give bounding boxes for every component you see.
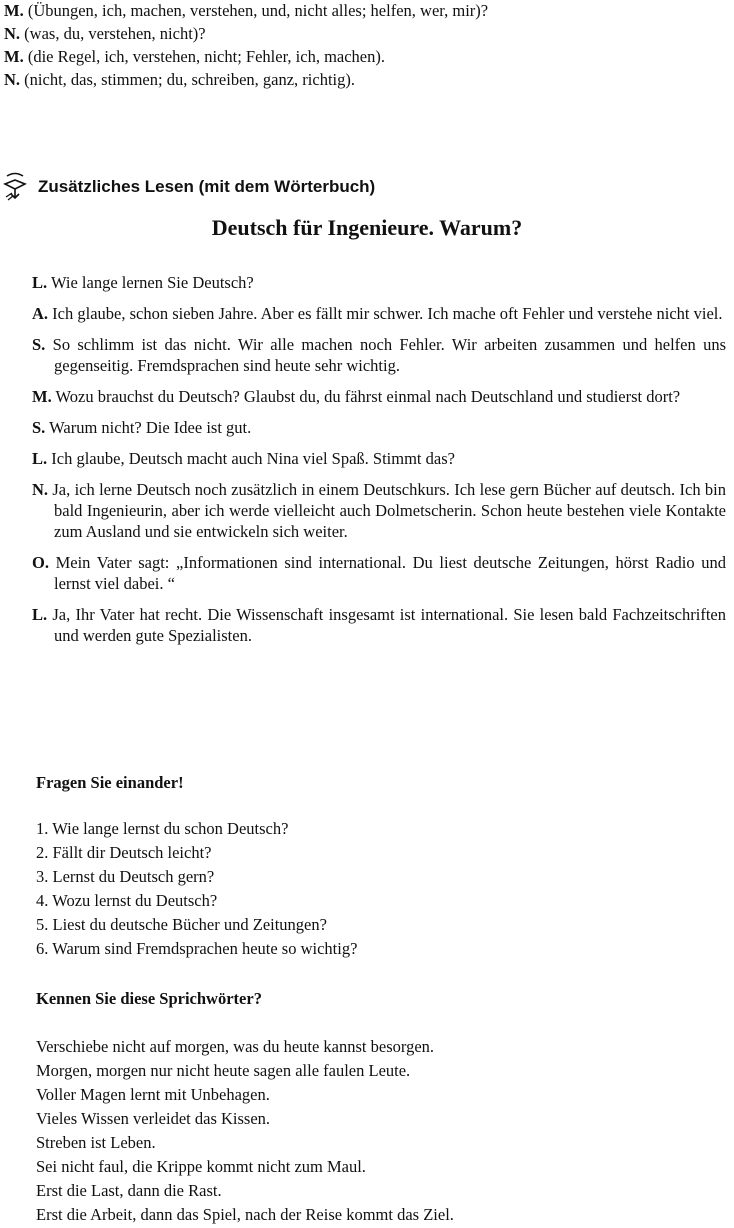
questions-list <box>36 818 357 962</box>
list-item: Morgen, morgen nur nicht heute sagen alle faulen Leute. <box>36 1061 411 1080</box>
exercise-lines <box>0 0 734 92</box>
list-item: Verschiebe nicht auf morgen, was du heute kannst besorgen. <box>36 1037 435 1056</box>
list-item: Vieles Wissen verleidet das Kissen. <box>36 1109 271 1128</box>
list-item: Streben ist Leben. <box>36 1133 156 1152</box>
list-item: 4. Wozu lernst du Deutsch? <box>36 891 218 910</box>
list-item: Voller Magen lernt mit Unbehagen. <box>36 1085 270 1104</box>
list-item: Sei nicht faul, die Krippe kommt nicht zum Maul. <box>36 1157 366 1176</box>
dialogue-line: L. Ja, Ihr Vater hat recht. Die Wissenschaft insgesamt ist international. Sie lesen bald Fachzeitschriften und werden gute Spezialisten. <box>32 605 726 645</box>
dialogue-line: M. Wozu brauchst du Deutsch? Glaubst du, du fährst einmal nach Deutschland und studierst dort? <box>32 387 681 406</box>
list-item: 5. Liest du deutsche Bücher und Zeitungen? <box>36 915 327 934</box>
dialogue <box>32 272 726 656</box>
book-reading-icon <box>2 170 28 202</box>
dialogue-line: S. Warum nicht? Die Idee ist gut. <box>32 418 252 437</box>
list-item: Erst die Arbeit, dann das Spiel, nach der Reise kommt das Ziel. <box>36 1205 454 1224</box>
list-item: Erst die Last, dann die Rast. <box>36 1181 222 1200</box>
list-item: 1. Wie lange lernst du schon Deutsch? <box>36 819 289 838</box>
dialogue-line: O. Mein Vater sagt: „Informationen sind international. Du liest deutsche Zeitungen, hörst Radio und lernst viel dabei. “ <box>32 553 726 593</box>
exercise-line: N. (nicht, das, stimmen; du, schreiben, ganz, richtig). <box>4 70 356 89</box>
list-item: 3. Lernst du Deutsch gern? <box>36 867 215 886</box>
list-item: 6. Warum sind Fremdsprachen heute so wichtig? <box>36 939 358 958</box>
section-title: Zusätzliches Lesen (mit dem Wörterbuch) <box>38 177 376 196</box>
proverbs-list <box>36 1036 454 1228</box>
exercise-line: M. (Übungen, ich, machen, verstehen, und, nicht alles; helfen, wer, mir)? <box>4 1 489 20</box>
dialogue-line: S. So schlimm ist das nicht. Wir alle machen noch Fehler. Wir arbeiten zusammen und helfen uns gegenseitig. Fremdsprachen sind heute sehr wichtig. <box>32 335 726 375</box>
questions-heading: Fragen Sie einander! <box>36 773 184 792</box>
list-item: 2. Fällt dir Deutsch leicht? <box>36 843 212 862</box>
exercise-line: N. (was, du, verstehen, nicht)? <box>4 24 206 43</box>
section-header <box>0 168 734 208</box>
page-title: Deutsch für Ingenieure. Warum? <box>211 215 523 240</box>
dialogue-line: L. Wie lange lernen Sie Deutsch? <box>32 273 254 292</box>
exercise-line: M. (die Regel, ich, verstehen, nicht; Fehler, ich, machen). <box>4 47 385 66</box>
dialogue-line: L. Ich glaube, Deutsch macht auch Nina viel Spaß. Stimmt das? <box>32 449 455 468</box>
dialogue-line: A. Ich glaube, schon sieben Jahre. Aber es fällt mir schwer. Ich mache oft Fehler und verstehe nicht viel. <box>32 304 723 323</box>
proverbs-heading: Kennen Sie diese Sprichwörter? <box>36 989 262 1008</box>
dialogue-line: N. Ja, ich lerne Deutsch noch zusätzlich in einem Deutschkurs. Ich lese gern Bücher auf deutsch. Ich bin bald Ingenieurin, aber ich werde vielleicht auch Dolmetscherin. Schon heute bestehen viele Kontakte zum Ausland und sie entwickeln sich weiter. <box>32 480 726 541</box>
